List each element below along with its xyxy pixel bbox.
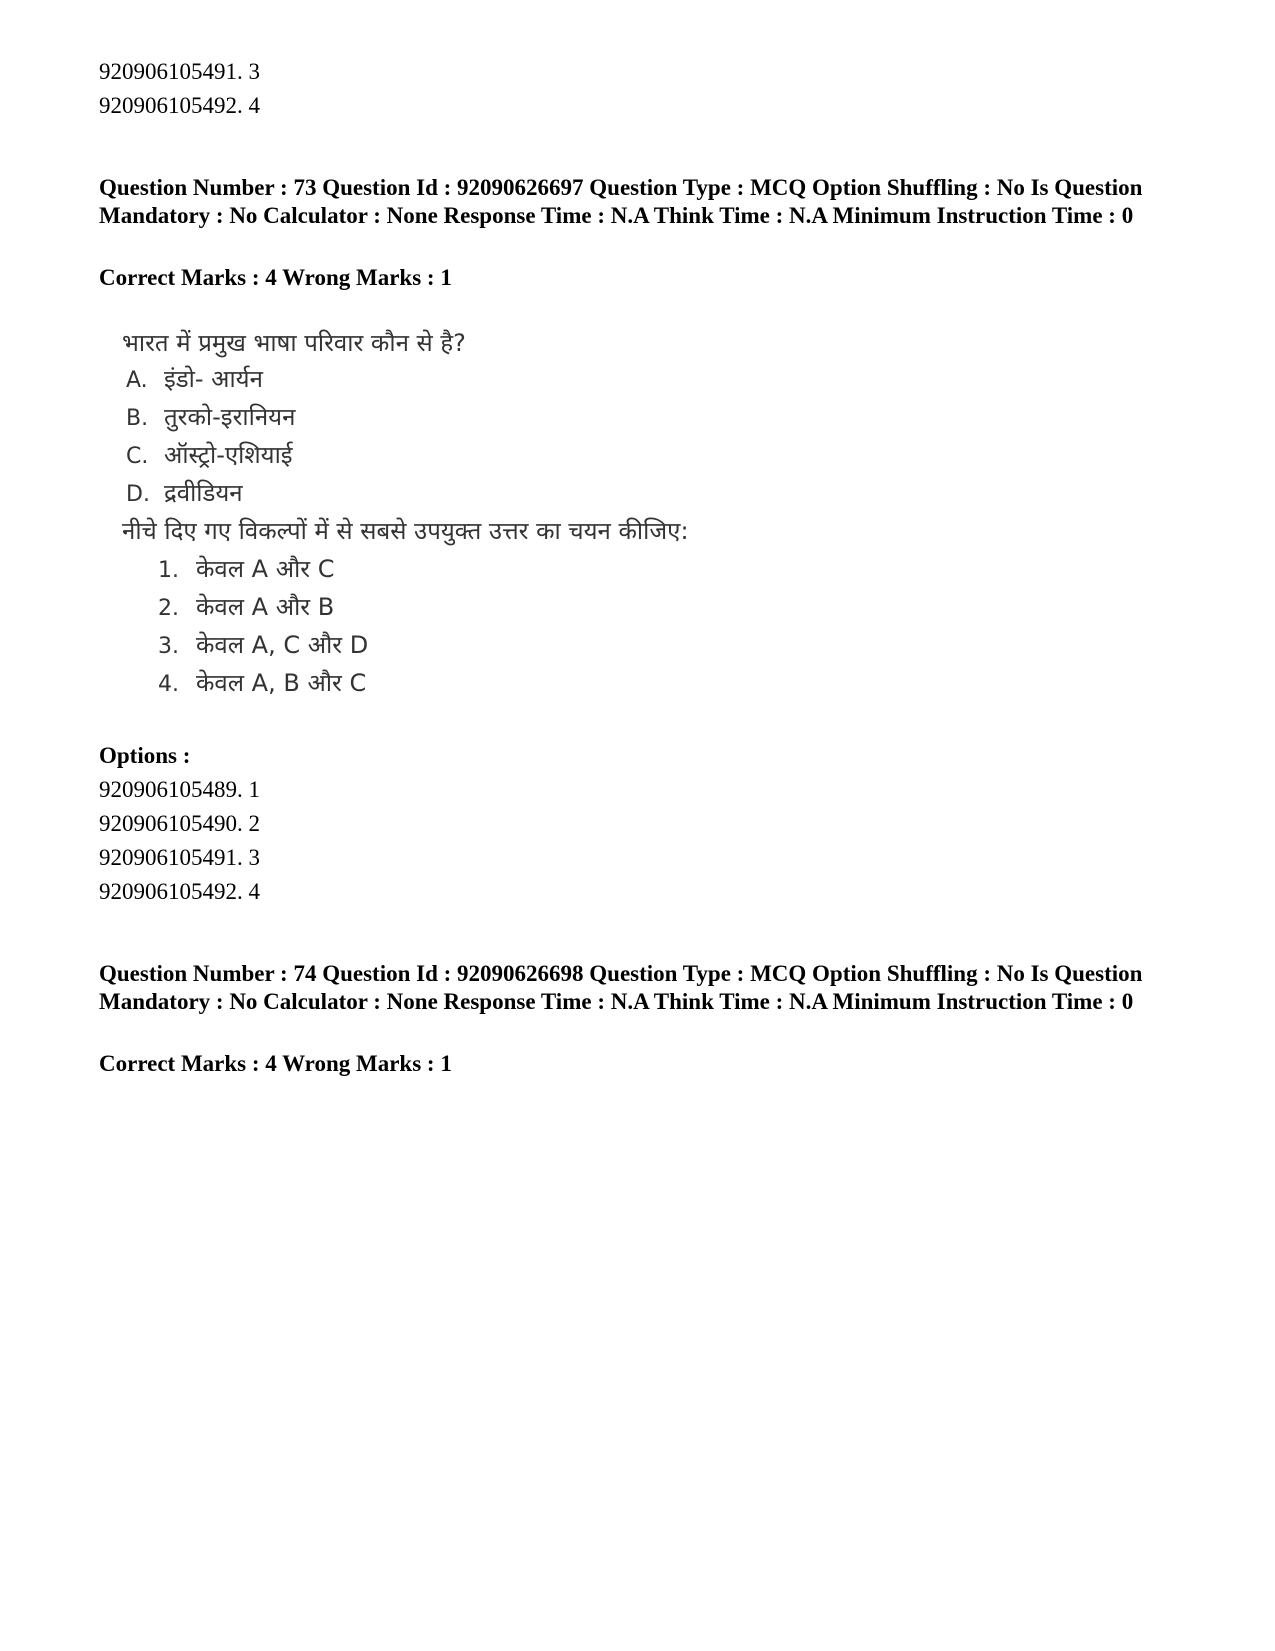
- question-text: भारत में प्रमुख भाषा परिवार कौन से है?: [122, 329, 466, 357]
- question-image: [118, 320, 758, 710]
- statement-item: [126, 364, 263, 396]
- choice-text: केवल A, B और C: [196, 669, 367, 697]
- choice-item: [158, 554, 334, 586]
- option-line: 920906105491. 3: [99, 59, 260, 84]
- question-marks: Correct Marks : 4 Wrong Marks : 1: [99, 1051, 452, 1076]
- question-header: Question Number : 73 Question Id : 92090626697 Question Type : MCQ Option Shuffling : No Is Question Mandatory : No Calculator : None Response Time : N.A Think Time : N.A Minimum Instruction Time : 0: [99, 175, 1143, 228]
- statement-text: तुरको-इरानियन: [164, 403, 296, 431]
- statement-label: A.: [126, 368, 148, 393]
- choice-item: [158, 668, 366, 700]
- options-heading: Options :: [99, 743, 191, 768]
- question-header: Question Number : 74 Question Id : 92090626698 Question Type : MCQ Option Shuffling : No Is Question Mandatory : No Calculator : None Response Time : N.A Think Time : N.A Minimum Instruction Time : 0: [99, 961, 1143, 1014]
- statement-label: B.: [126, 406, 149, 431]
- option-value: 2: [248, 811, 260, 836]
- choice-item: [158, 592, 334, 624]
- statement-item: [126, 402, 295, 434]
- statement-label: C.: [126, 444, 149, 469]
- instruction-text: नीचे दिए गए विकल्पों में से सबसे उपयुक्त उत्तर का चयन कीजिए:: [122, 517, 689, 545]
- option-line: 920906105490. 2: [99, 811, 260, 836]
- option-line: 920906105492. 4: [99, 93, 260, 118]
- option-value: 1: [248, 777, 260, 802]
- choice-label: 2.: [158, 596, 179, 621]
- choice-text: केवल A और C: [196, 555, 335, 583]
- statement-item: [126, 478, 243, 510]
- option-id: 920906105491: [99, 59, 237, 84]
- option-line: 920906105489. 1: [99, 777, 260, 802]
- choice-text: केवल A और B: [196, 593, 335, 621]
- option-value: 3: [248, 845, 260, 870]
- choice-label: 1.: [158, 558, 179, 583]
- statement-label: D.: [126, 482, 150, 507]
- option-value: 4: [248, 93, 260, 118]
- option-line: 920906105491. 3: [99, 845, 260, 870]
- statement-text: इंडो- आर्यन: [164, 365, 263, 393]
- option-line: 920906105492. 4: [99, 879, 260, 904]
- choice-label: 3.: [158, 634, 179, 659]
- choice-text: केवल A, C और D: [196, 631, 369, 659]
- option-id: 920906105492: [99, 93, 237, 118]
- statement-text: द्रवीडियन: [164, 479, 243, 507]
- question-marks: Correct Marks : 4 Wrong Marks : 1: [99, 265, 452, 290]
- option-id: 920906105490: [99, 811, 237, 836]
- option-value: 3: [248, 59, 260, 84]
- option-id: 920906105489: [99, 777, 237, 802]
- option-id: 920906105492: [99, 879, 237, 904]
- option-value: 4: [248, 879, 260, 904]
- choice-item: [158, 630, 368, 662]
- choice-label: 4.: [158, 672, 179, 697]
- statement-item: [126, 440, 293, 472]
- option-id: 920906105491: [99, 845, 237, 870]
- statement-text: ऑस्ट्रो-एशियाई: [164, 441, 293, 469]
